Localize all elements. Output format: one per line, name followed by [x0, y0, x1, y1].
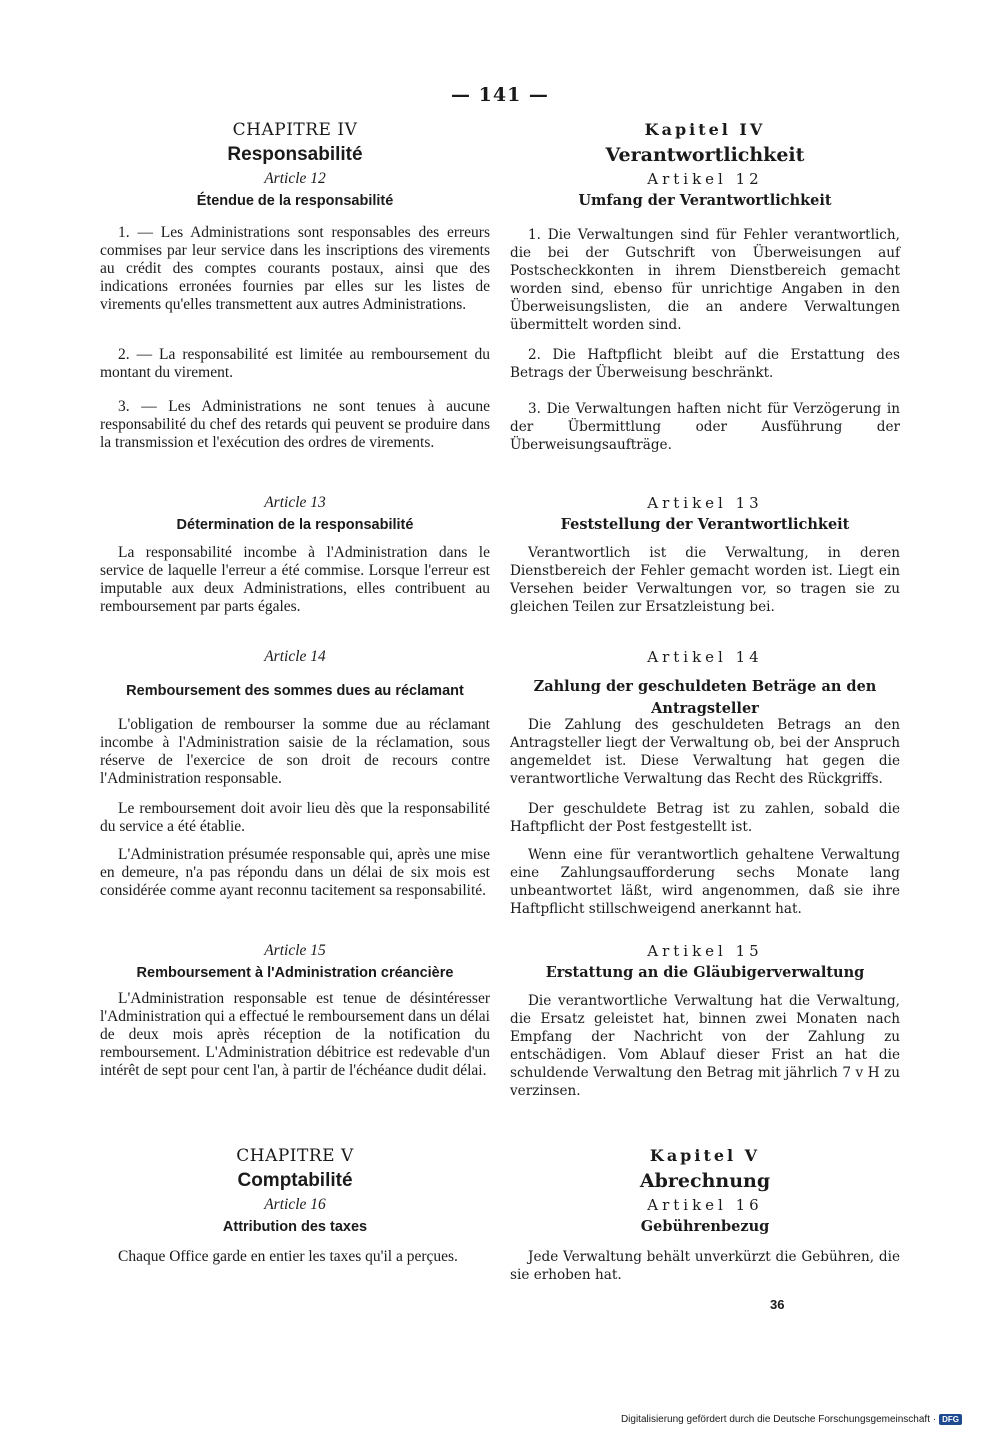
article-13-label-de: Artikel 13	[647, 494, 763, 512]
chapter-v-title-fr: Comptabilité	[237, 1170, 353, 1191]
dfg-logo-icon: DFG	[939, 1414, 962, 1425]
article-13-label-fr: Article 13	[264, 494, 326, 511]
article-15-para-1-fr: L'Administration responsable est tenue de désintéresser l'Administration qui a effectué le remboursement dans un délai de deux mois après réception de la notification du remboursement. L'Administration débitrice est redevable d'un intérêt de sept pour cent l'an, à partir de l'échéance dudit délai.	[100, 990, 490, 1079]
article-15-para-1-de: Die verantwortliche Verwaltung hat die Verwaltung, die Ersatz geleistet hat, binnen zwei Monaten nach Empfang der Nachricht von der Zahlung zu entschädigen. Vom Ablauf dieser Frist an hat die schuldende Verwaltung den Betrag mit jährlich 7 v H zu verzinsen.	[510, 993, 900, 1099]
article-12-para-1-fr: 1. — Les Administrations sont responsables des erreurs commises par leur service dans les inscriptions des virements au crédit des comptes courants postaux, ainsi que des indications erronées fournies par elles sur les listes de virements qu'elles transmettent aux autres Administrations.	[100, 224, 490, 313]
footer	[621, 1414, 962, 1425]
article-12-label-de: Artikel 12	[647, 170, 763, 188]
article-15-label-fr: Article 15	[264, 942, 326, 959]
article-12-para-3-fr: 3. — Les Administrations ne sont tenues à aucune responsabilité du chef des retards qui peuvent se produire dans la transmission et l'exécution des ordres de virements.	[100, 398, 490, 451]
chapter-v-label-fr: CHAPITRE V	[236, 1146, 354, 1166]
article-15-label-de: Artikel 15	[647, 942, 763, 960]
article-14-label-fr: Article 14	[264, 648, 326, 665]
footer-text: Digitalisierung gefördert durch die Deutsche Forschungsgemeinschaft ·	[620, 1414, 937, 1425]
page-number: — 141 —	[451, 84, 549, 106]
article-12-heading-de: Umfang der Verantwortlichkeit	[578, 192, 832, 209]
article-14-para-3-de: Wenn eine für verantwortlich gehaltene Verwaltung eine Zahlungsaufforderung sechs Monate lang unbeantwortet läßt, wird angenommen, daß sie ihre Haftpflicht stillschweigend anerkannt hat.	[510, 847, 900, 917]
chapter-iv-title-fr: Responsabilité	[227, 144, 363, 165]
article-14-label-de: Artikel 14	[647, 648, 763, 666]
article-14-para-2-de: Der geschuldete Betrag ist zu zahlen, sobald die Haftpflicht der Post festgestellt ist.	[510, 801, 900, 835]
chapter-v-title-de: Abrechnung	[639, 1170, 771, 1192]
article-16-para-1-de: Jede Verwaltung behält unverkürzt die Gebühren, die sie erhoben hat.	[510, 1249, 900, 1283]
article-13-heading-de: Feststellung der Verantwortlichkeit	[560, 516, 850, 533]
chapter-iv-title-de: Verantwortlichkeit	[605, 144, 805, 166]
chapter-iv-label-de: Kapitel IV	[644, 120, 766, 139]
article-15-heading-fr: Remboursement à l'Administration créancière	[136, 965, 454, 981]
article-14-para-3-fr: L'Administration présumée responsable qui, après une mise en demeure, n'a pas répondu dans un délai de six mois est considérée comme ayant reconnu tacitement sa responsabilité.	[100, 846, 490, 899]
article-14-para-1-de: Die Zahlung des geschuldeten Betrags an den Antragsteller liegt der Verwaltung ob, bei der Anspruch angemeldet ist. Diese Verwaltung hat gegen die verantwortliche Verwaltung das Recht des Rückgriffs.	[510, 717, 900, 787]
article-13-para-1-de: Verantwortlich ist die Verwaltung, in deren Dienstbereich der Fehler gemacht worden ist. Liegt ein Versehen beider Verwaltungen vor, so tragen sie zu gleichen Teilen zur Ersatzleistung bei.	[510, 545, 900, 615]
article-14-heading-fr: Remboursement des sommes dues au réclamant	[126, 683, 464, 699]
article-16-heading-fr: Attribution des taxes	[222, 1219, 368, 1235]
article-12-para-2-de: 2. Die Haftpflicht bleibt auf die Erstattung des Betrags der Überweisung beschränkt.	[510, 347, 900, 381]
article-13-heading-fr: Détermination de la responsabilité	[176, 517, 414, 533]
sheet-mark: 36	[770, 1297, 785, 1312]
article-12-para-2-fr: 2. — La responsabilité est limitée au remboursement du montant du virement.	[100, 346, 490, 381]
article-16-label-de: Artikel 16	[647, 1196, 763, 1214]
article-16-para-1-fr: Chaque Office garde en entier les taxes qu'il a perçues.	[118, 1248, 458, 1265]
article-16-label-fr: Article 16	[264, 1196, 326, 1213]
article-14-para-2-fr: Le remboursement doit avoir lieu dès que la responsabilité du service a été établie.	[100, 800, 490, 835]
article-13-para-1-fr: La responsabilité incombe à l'Administration dans le service de laquelle l'erreur a été commise. Lorsque l'erreur est imputable aux deux Administrations, elles contribuent au remboursement par parts égales.	[100, 544, 490, 615]
article-14-para-1-fr: L'obligation de rembourser la somme due au réclamant incombe à l'Administration saisie de la réclamation, sous réserve de l'exercice de son droit de recours contre l'Administration responsable.	[100, 716, 490, 787]
article-16-heading-de: Gebührenbezug	[640, 1218, 770, 1235]
chapter-iv-label-fr: CHAPITRE IV	[232, 120, 358, 140]
article-12-label-fr: Article 12	[264, 170, 326, 187]
chapter-v-label-de: Kapitel V	[649, 1146, 761, 1165]
article-12-para-3-de: 3. Die Verwaltungen haften nicht für Verzögerung in der Übermittlung oder Ausführung der Überweisungsaufträge.	[510, 401, 900, 453]
article-12-para-1-de: 1. Die Verwaltungen sind für Fehler verantwortlich, die bei der Gutschrift von Überweisungen auf Postscheckkonten in ihrem Dienstbereich gemacht worden sind, ebenso für unrichtige Angaben in den Überweisungslisten, die an andere Verwaltungen übermittelt worden sind.	[510, 227, 900, 333]
article-15-heading-de: Erstattung an die Gläubigerverwaltung	[545, 964, 865, 981]
article-12-heading-fr: Étendue de la responsabilité	[196, 193, 394, 209]
article-14-heading-de: Zahlung der geschuldeten Beträge an den Antragsteller	[533, 678, 877, 717]
